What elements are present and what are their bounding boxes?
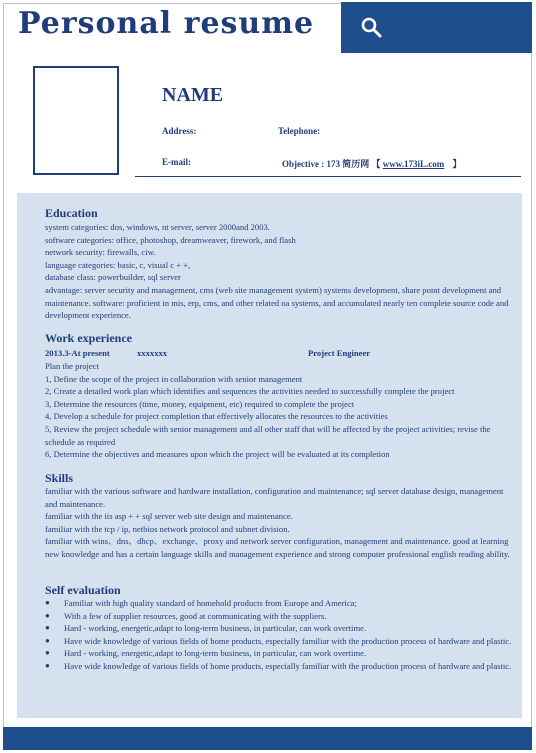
work-body [45,360,517,461]
photo-placeholder [33,66,119,175]
self-evaluation-title: Self evaluation [45,583,121,597]
education-line: advantage: server security and management, cms (web site management system) systems development, share point development and maintenance. software: proficient in mis, erp, cms, and other related oa systems, and accumulated nearly ten complete source code and development experience. [45,284,509,321]
resume-title: Personal resume [18,6,315,41]
education-body [45,221,517,322]
list-item: ● Familiar with high quality standard of homehold products from Europe and America; [45,597,515,610]
email-label: E-mail: [162,157,191,167]
education-line: network security: firewalls, ciw. [45,247,156,258]
work-line: 2, Create a detailed work plan which identifies and sequences the activities needed to successfully complete the project [45,386,455,397]
education-line: language categories: basic, c, visual c + +, [45,259,191,270]
search-button[interactable] [341,2,532,53]
list-item: ● Have wide knowledge of various fields of home products, especially familiar with the production process of hardware and plastic. [45,660,515,673]
work-line: 3, Determine the resources (time, money, equipment, etc) required to complete the project [45,398,355,409]
skills-body [45,485,517,561]
list-item: ● Have wide knowledge of various fields of home products, especially familiar with the production process of hardware and plastic. [45,635,515,648]
skills-line: familiar with the various software and hardware installation, configuration and maintenance; sql server database design, management and maintenance. [45,486,504,509]
work-line: 6, Determine the objectives and measures upon which the project will be evaluated at its completion [45,449,390,460]
search-icon [361,17,383,39]
objective-suffix: 】 [452,159,462,169]
self-evaluation-list [45,597,515,673]
education-title: Education [45,206,98,220]
work-period: 2013.3-At present [45,348,110,358]
telephone-label: Telephone: [278,126,321,136]
skills-line: familiar with the tcp / ip, netbios network protocol and subnet division. [45,523,290,534]
list-item: ● With a few of supplier resources, good at communicating with the suppliers. [45,610,515,623]
work-title: Work experience [45,331,132,345]
education-line: system categories: dos, windows, nt server, server 2000and 2003. [45,222,270,232]
list-item: ● Hard - working, energetic,adapt to long-term business, in particular, can work overtime. [45,647,515,660]
address-label: Address: [162,126,197,136]
objective-line [282,157,462,170]
work-position: Project Engineer [308,348,371,358]
work-line: 5, Review the project schedule with senior management and all other staff that will be affected by the project activities; revise the schedule as required [45,423,491,447]
work-line: 4, Develop a schedule for project completion that effectively allocates the resources to the activities [45,411,388,422]
work-line: Plan the project [45,361,99,371]
work-company: xxxxxxx [137,348,168,358]
list-item: ● Hard - working, energetic,adapt to long-term business, in particular, can work overtime. [45,622,515,635]
header-divider [135,176,521,177]
education-line: software categories: office, photoshop, dreamweaver, firework, and flash [45,234,296,245]
skills-line: familiar with the iis asp + + sql server web site design and maintenance. [45,511,293,522]
objective-prefix: Objective : 173 简历网 【 [282,159,381,169]
skills-title: Skills [45,471,74,485]
education-line: database class: powerbuilder, sql server [45,272,181,283]
objective-link[interactable]: www.173iL.com [382,159,445,169]
skills-line: familiar with wins、dns、dhcp、exchange、proxy and network server configuration, management and maintenance. good at learning new knowledge and has a certain language skills and management experience and strong computer professional english reading ability. [45,536,510,559]
work-line: 1, Define the scope of the project in collaboration with senior management [45,373,303,384]
candidate-name: NAME [162,84,224,106]
content-panel [17,193,522,718]
footer-bar [3,727,532,750]
